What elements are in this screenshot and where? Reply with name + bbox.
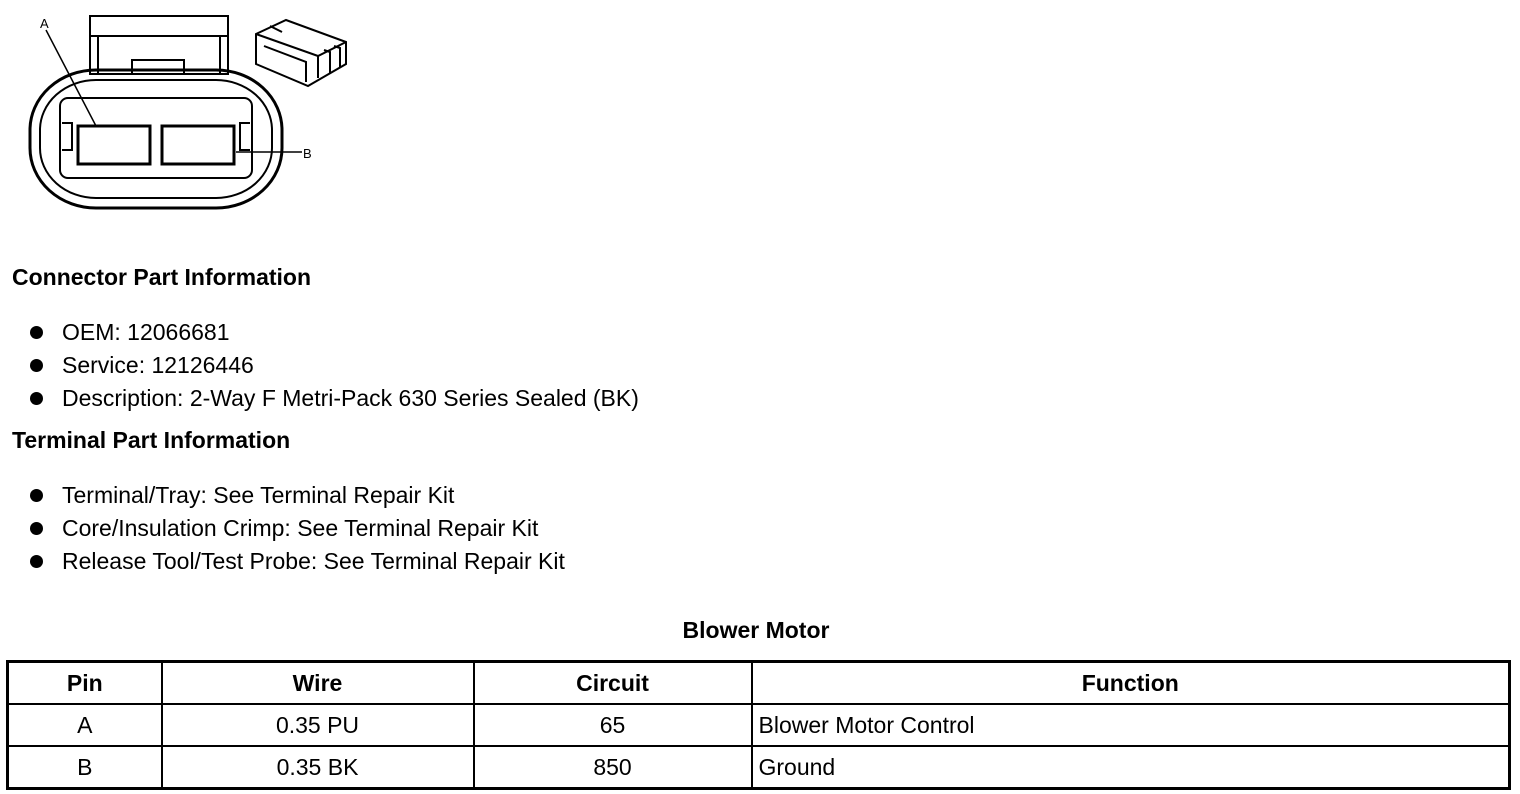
table-header-row	[8, 662, 1510, 705]
list-item: Core/Insulation Crimp: See Terminal Repair Kit	[0, 512, 565, 545]
bullet-icon	[30, 522, 43, 535]
cell-function: Blower Motor Control	[752, 704, 1510, 746]
cell-circuit: 65	[474, 704, 752, 746]
column-header-wire: Wire	[162, 662, 474, 705]
column-header-pin: Pin	[8, 662, 162, 705]
bullet-icon	[30, 555, 43, 568]
pin-b-callout: B	[303, 146, 312, 161]
cell-pin: B	[8, 746, 162, 789]
table-title: Blower Motor	[682, 617, 830, 643]
column-header-function: Function	[752, 662, 1510, 705]
terminal-info-list	[0, 479, 565, 578]
bullet-icon	[30, 326, 43, 339]
list-item: OEM: 12066681	[0, 316, 639, 349]
cell-wire: 0.35 BK	[162, 746, 474, 789]
bullet-icon	[30, 489, 43, 502]
connector-illustration	[10, 8, 370, 218]
terminal-info-heading: Terminal Part Information	[12, 427, 291, 453]
cell-pin: A	[8, 704, 162, 746]
cell-wire: 0.35 PU	[162, 704, 474, 746]
table-row	[8, 704, 1510, 746]
list-item: Description: 2-Way F Metri-Pack 630 Series Sealed (BK)	[0, 382, 639, 415]
bullet-icon	[30, 392, 43, 405]
table-row	[8, 746, 1510, 789]
pinout-table	[6, 660, 1511, 790]
list-item: Terminal/Tray: See Terminal Repair Kit	[0, 479, 565, 512]
list-item: Release Tool/Test Probe: See Terminal Repair Kit	[0, 545, 565, 578]
pin-a-callout: A	[40, 16, 49, 31]
connector-info-list	[0, 316, 639, 415]
column-header-circuit: Circuit	[474, 662, 752, 705]
cell-function: Ground	[752, 746, 1510, 789]
connector-info-heading: Connector Part Information	[12, 264, 312, 290]
cell-circuit: 850	[474, 746, 752, 789]
list-item: Service: 12126446	[0, 349, 639, 382]
bullet-icon	[30, 359, 43, 372]
